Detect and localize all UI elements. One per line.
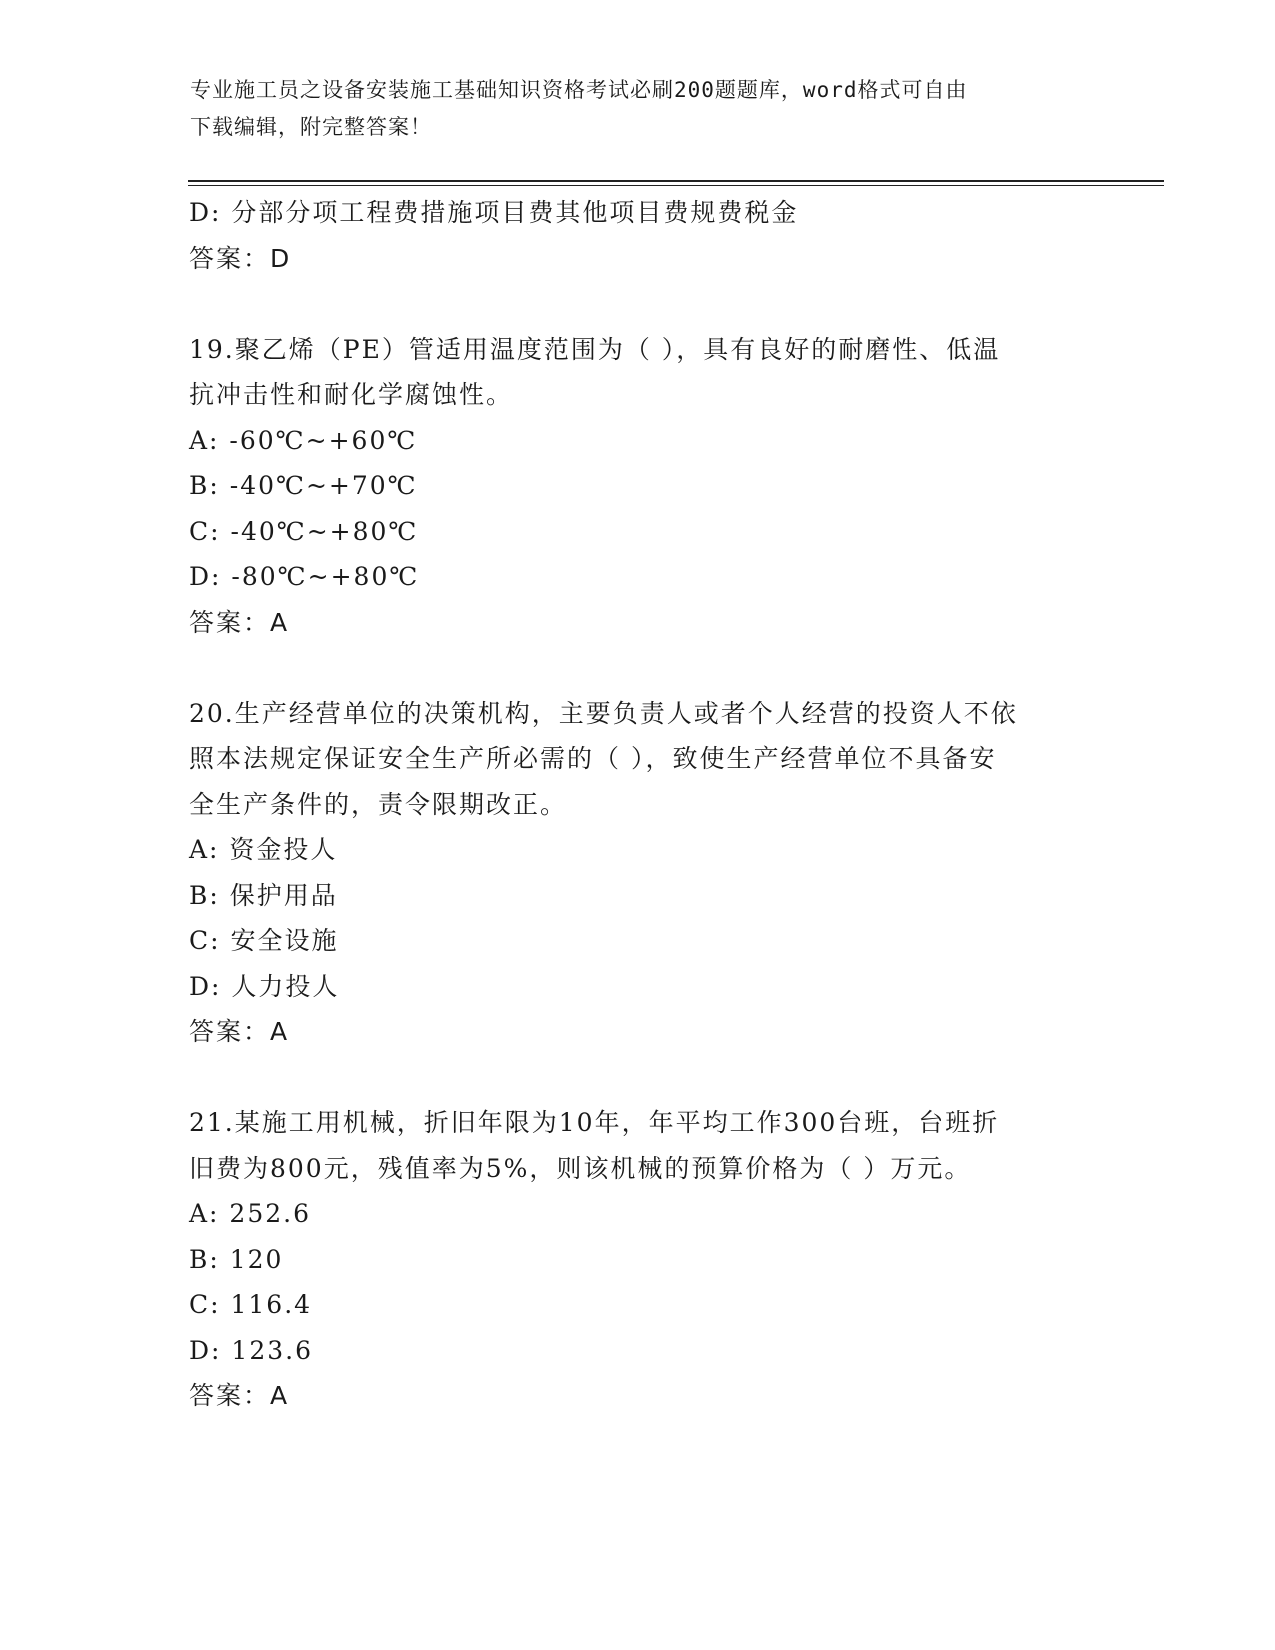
option-d: D: 123.6: [189, 1335, 313, 1365]
option-b: B: -40℃~+70℃: [189, 471, 418, 500]
header-title-line-1: 专业施工员之设备安装施工基础知识资格考试必刷200题题库，word格式可自由: [190, 78, 968, 102]
spacer: [189, 1055, 1089, 1101]
option-d: D: 分部分项工程费措施项目费其他项目费规费税金: [189, 198, 799, 227]
answer-line: 答案：A: [189, 1017, 290, 1046]
question-stem-line: 抗冲击性和耐化学腐蚀性。: [189, 380, 514, 409]
question-stem-line: 20.生产经营单位的决策机构，主要负责人或者个人经营的投资人不依: [189, 698, 1018, 728]
option-c: C: 116.4: [189, 1290, 313, 1319]
option-a: A: 252.6: [189, 1199, 311, 1228]
answer-line: 答案：A: [189, 1381, 290, 1410]
option-b: B: 保护用品: [189, 880, 338, 910]
header-title-line-2: 下载编辑，附完整答案！: [190, 115, 432, 139]
question-stem-line: 21.某施工用机械，折旧年限为10年，年平均工作300台班，台班折: [189, 1108, 1000, 1137]
document-header: [190, 72, 1080, 146]
header-divider-thin: [188, 185, 1164, 186]
question-list: [189, 190, 1089, 1419]
question-stem-line: 19.聚乙烯（PE）管适用温度范围为（ ），具有良好的耐磨性、低温: [189, 334, 1001, 364]
answer-line: 答案：D: [189, 243, 292, 273]
spacer: [189, 281, 1089, 327]
question-stem-line: 旧费为800元，残值率为5%，则该机械的预算价格为（ ）万元。: [189, 1153, 972, 1183]
spacer: [189, 645, 1089, 691]
option-c: C: -40℃~+80℃: [189, 516, 419, 546]
question-21: [189, 1100, 1089, 1419]
question-stem-line: 全生产条件的，责令限期改正。: [189, 789, 568, 819]
question-20: [189, 691, 1089, 1055]
option-d: D: -80℃~+80℃: [189, 562, 420, 591]
question-stem-line: 照本法规定保证安全生产所必需的（ ），致使生产经营单位不具备安: [189, 744, 997, 773]
header-divider-thick: [188, 180, 1164, 182]
question-19: [189, 327, 1089, 646]
option-d: D: 人力投人: [189, 971, 340, 1001]
option-a: A: -60℃~+60℃: [189, 425, 418, 455]
option-b: B: 120: [189, 1244, 284, 1274]
previous-question-tail: [189, 190, 1089, 281]
option-a: A: 资金投人: [189, 835, 338, 864]
answer-line: 答案：A: [189, 607, 290, 637]
option-c: C: 安全设施: [189, 926, 339, 955]
